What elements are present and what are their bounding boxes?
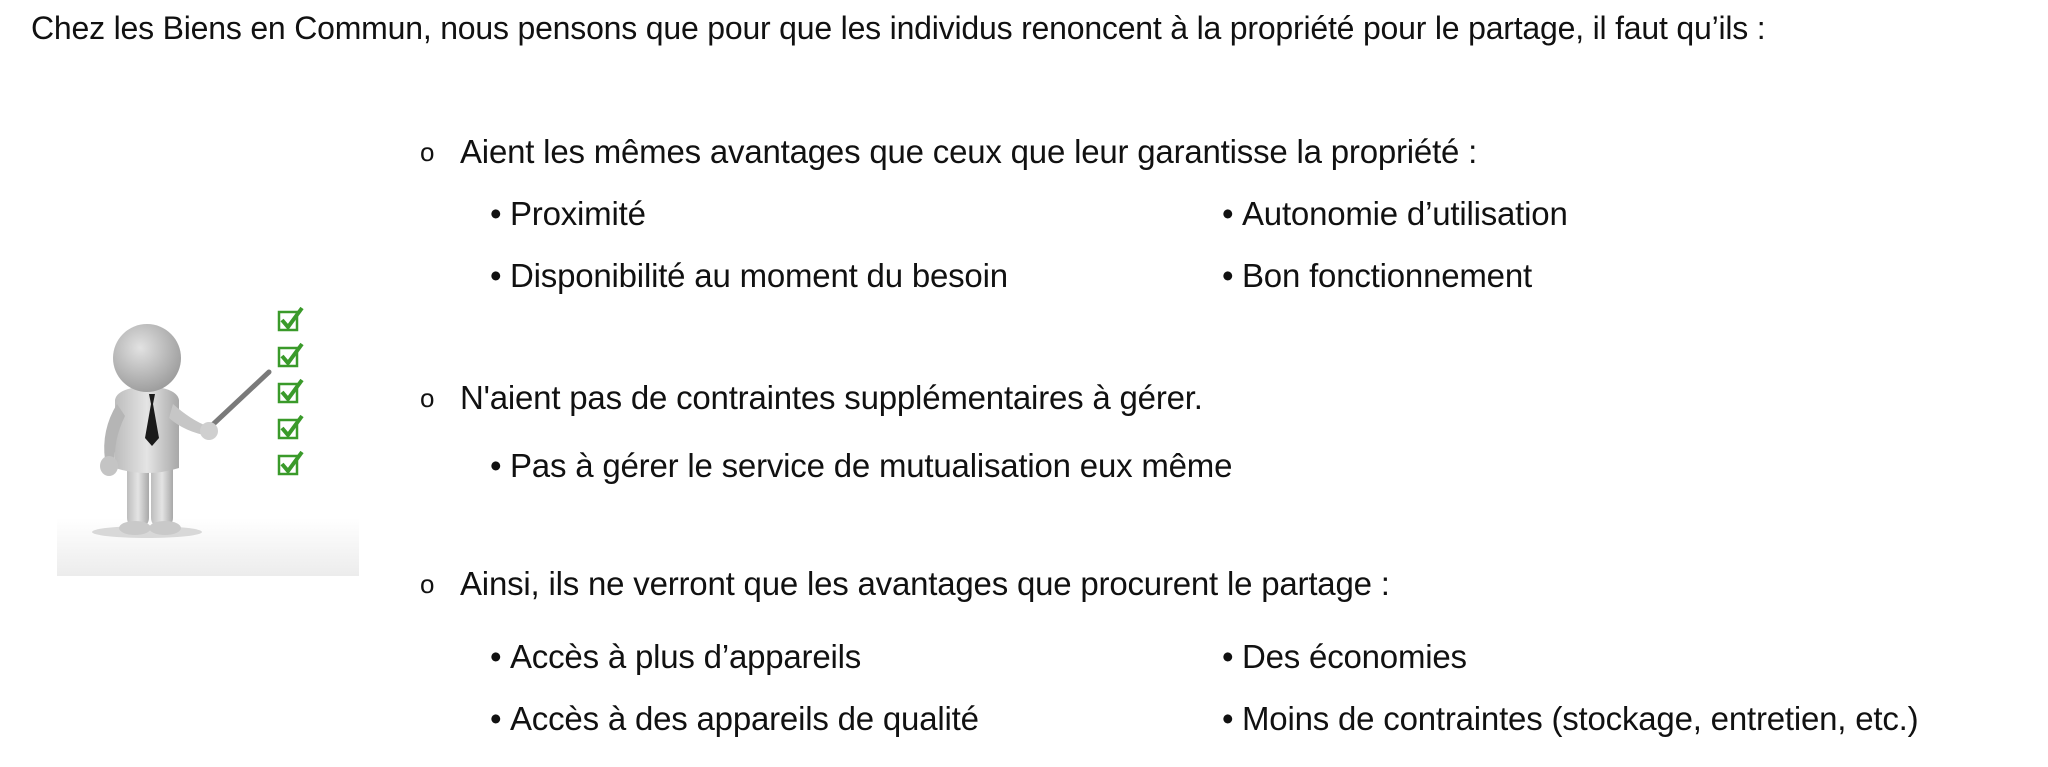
- intro-text: Chez les Biens en Commun, nous pensons que pour que les individus renoncent à la propriété pour le partage, il faut qu’ils :: [31, 10, 1766, 46]
- list-item: • Moins de contraintes (stockage, entretien, etc.): [1222, 697, 1918, 741]
- bullet-icon: •: [1222, 195, 1234, 232]
- bullet-icon: •: [490, 257, 502, 294]
- list-item: • Accès à plus d’appareils: [490, 635, 861, 679]
- list-item: • Autonomie d’utilisation: [1222, 192, 1568, 236]
- presenter-with-checklist-icon: [57, 300, 359, 576]
- bullet-icon: •: [490, 700, 502, 737]
- section-heading-text: N'aient pas de contraintes supplémentaires à gérer.: [460, 379, 1203, 416]
- list-item: • Disponibilité au moment du besoin: [490, 254, 1008, 298]
- bullet-icon: •: [1222, 638, 1234, 675]
- list-item: • Bon fonctionnement: [1222, 254, 1532, 298]
- circle-bullet-icon: o: [420, 569, 435, 599]
- bullet-icon: •: [490, 638, 502, 675]
- bullet-icon: •: [490, 447, 502, 484]
- section-heading-2: [420, 376, 1203, 420]
- bullet-icon: •: [490, 195, 502, 232]
- bullet-icon: •: [1222, 257, 1234, 294]
- circle-bullet-icon: o: [420, 383, 435, 413]
- list-item: • Des économies: [1222, 635, 1467, 679]
- circle-bullet-icon: o: [420, 137, 435, 167]
- list-item: • Proximité: [490, 192, 646, 236]
- list-item: • Pas à gérer le service de mutualisation eux même: [490, 444, 1232, 488]
- bullet-icon: •: [1222, 700, 1234, 737]
- section-heading-1: [420, 130, 1477, 174]
- section-heading-text: Ainsi, ils ne verront que les avantages que procurent le partage :: [460, 565, 1390, 602]
- section-heading-3: [420, 562, 1390, 606]
- section-heading-text: Aient les mêmes avantages que ceux que leur garantisse la propriété :: [460, 133, 1478, 170]
- list-item: • Accès à des appareils de qualité: [490, 697, 979, 741]
